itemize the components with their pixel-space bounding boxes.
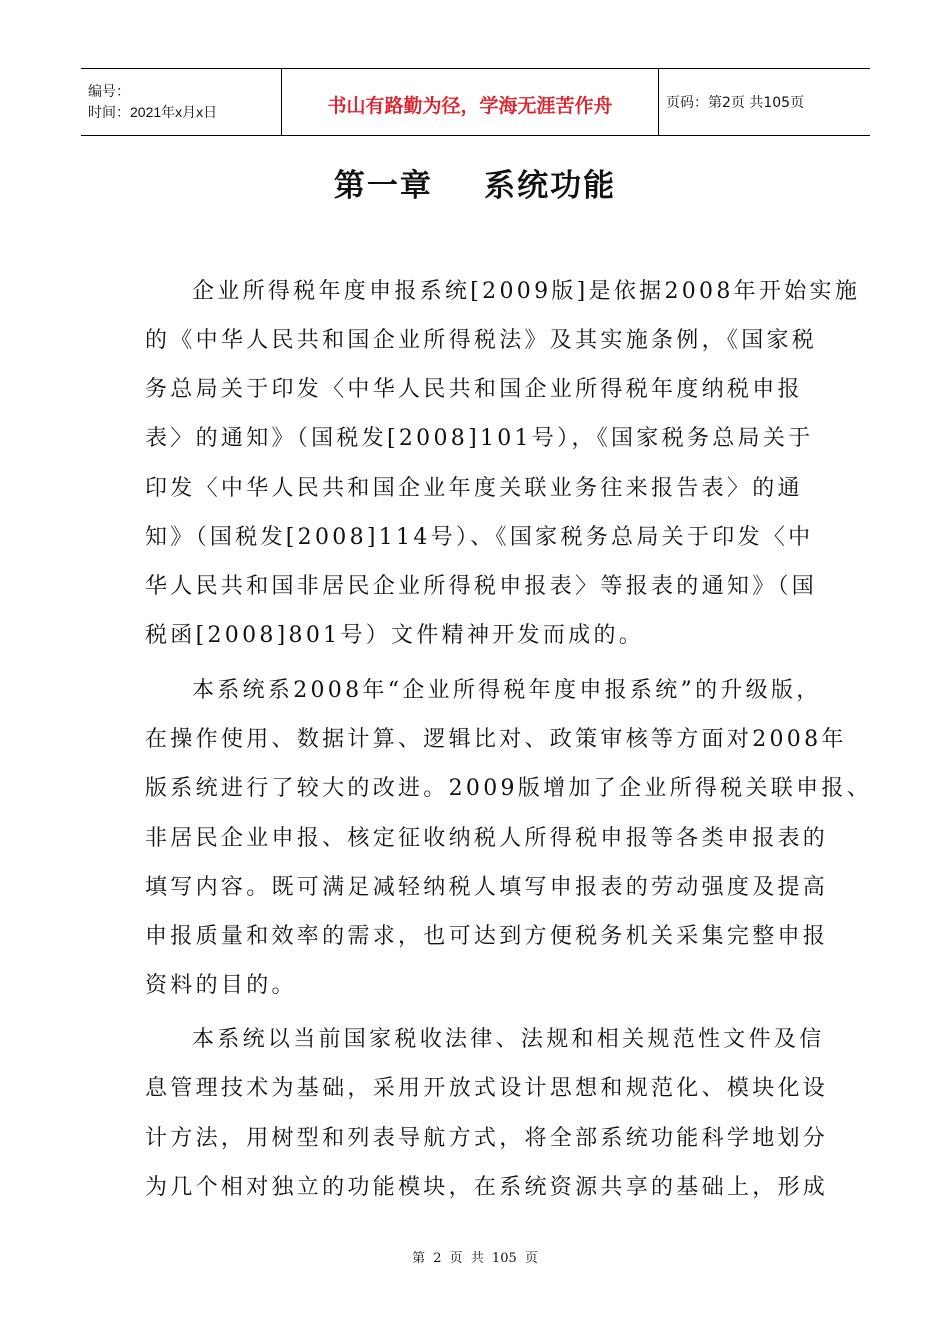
body-line: 非居民企业申报、核定征收纳税人所得税申报等各类申报表的 — [145, 826, 829, 851]
header-meta — [81, 69, 282, 135]
body-line: 表〉的通知》（国税发[2008]101号），《国家税务总局关于 — [145, 426, 814, 451]
number-label: 编号： — [88, 83, 130, 99]
header-motto — [282, 69, 659, 135]
page-header — [81, 68, 870, 136]
body-line: 知》（国税发[2008]114号）、《国家税务总局关于印发〈中 — [145, 525, 814, 550]
footer-page-number: 第 2 页 共 105 页 — [412, 1251, 538, 1266]
body-line: 税函[2008]801号）文件精神开发而成的。 — [145, 623, 645, 648]
body-line: 为几个相对独立的功能模块，在系统资源共享的基础上，形成 — [145, 1175, 829, 1200]
body-line: 计方法，用树型和列表导航方式，将全部系统功能科学地划分 — [145, 1126, 829, 1151]
body-line: 企业所得税年度申报系统[2009版]是依据2008年开始实施 — [192, 279, 861, 304]
body-line: 印发〈中华人民共和国企业年度关联业务往来报告表〉的通 — [145, 476, 803, 501]
chapter-title: 第一章 系统功能 — [333, 168, 617, 204]
page-info-text: 页码：第2页 共105页 — [666, 95, 805, 111]
page-footer — [0, 1247, 950, 1266]
body-line: 华人民共和国非居民企业所得税申报表〉等报表的通知》（国 — [145, 574, 818, 599]
motto-text: 书山有路勤为径，学海无涯苦作舟 — [327, 94, 613, 117]
body-line: 填写内容。既可满足减轻纳税人填写申报表的劳动强度及提高 — [145, 875, 829, 900]
time-label: 时间：2021年x月x日 — [88, 104, 218, 120]
body-line: 本系统系2008年“企业所得税年度申报系统”的升级版， — [192, 678, 822, 703]
body-line: 版系统进行了较大的改进。2009版增加了企业所得税关联申报、 — [145, 776, 872, 801]
body-line: 务总局关于印发〈中华人民共和国企业所得税年度纳税申报 — [145, 377, 803, 402]
body-line: 申报质量和效率的需求，也可达到方便税务机关采集完整申报 — [145, 924, 829, 949]
body-line: 本系统以当前国家税收法律、法规和相关规范性文件及信 — [192, 1027, 825, 1052]
header-page-info — [659, 69, 870, 135]
body-line: 资料的目的。 — [145, 973, 297, 998]
body-line: 在操作使用、数据计算、逻辑比对、政策审核等方面对2008年 — [145, 727, 847, 752]
body-line: 的《中华人民共和国企业所得税法》及其实施条例，《国家税 — [145, 328, 818, 353]
body-line: 息管理技术为基础，采用开放式设计思想和规范化、模块化设 — [145, 1076, 829, 1101]
